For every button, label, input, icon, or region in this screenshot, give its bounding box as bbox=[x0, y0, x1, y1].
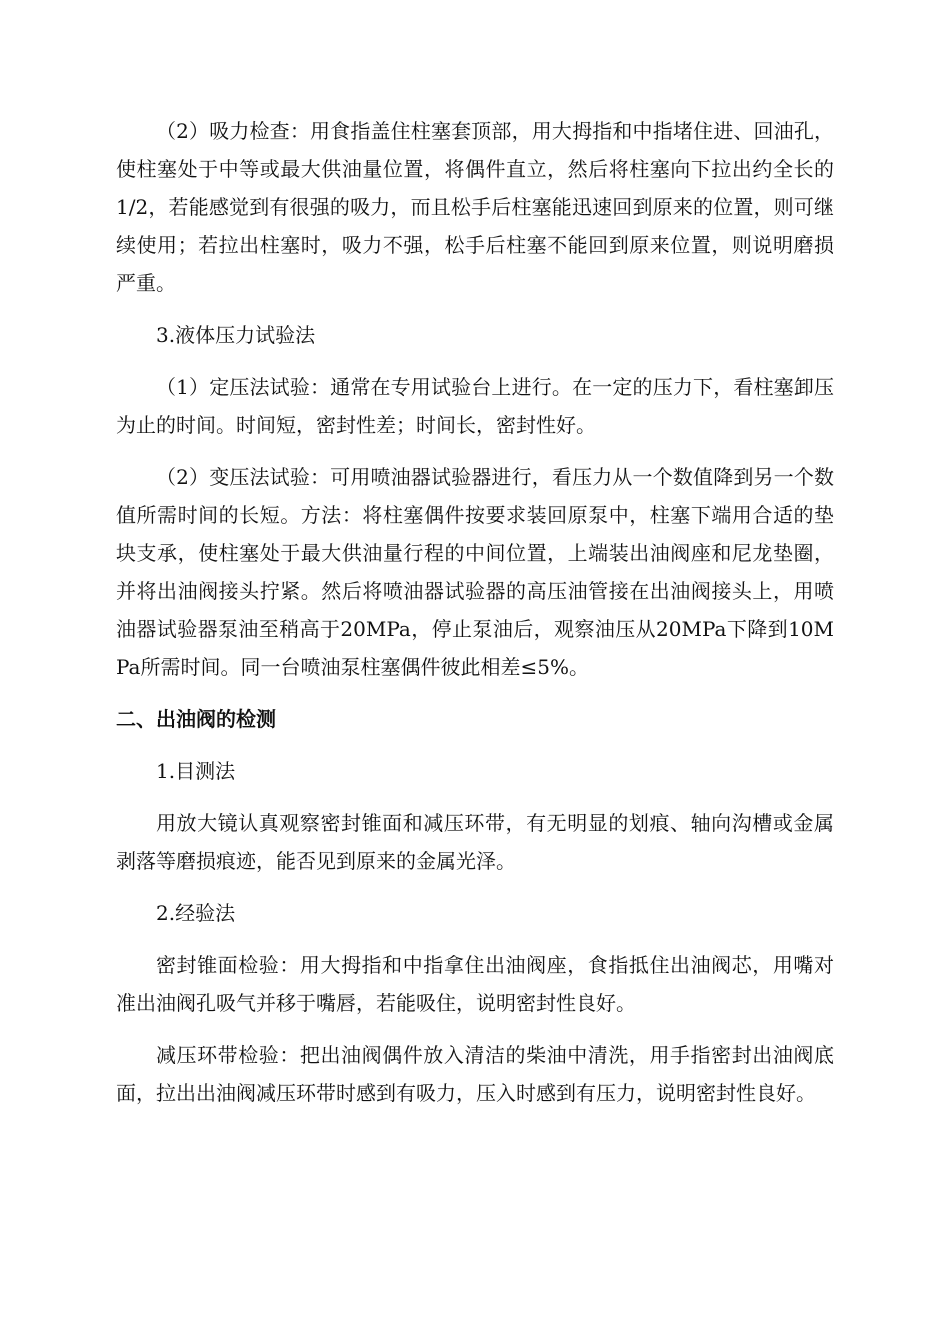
paragraph-seal-cone-test: 密封锥面检验：用大拇指和中指拿住出油阀座，食指抵住出油阀芯，用嘴对准出油阀孔吸气并移于嘴唇，若能吸住，说明密封性良好。 bbox=[116, 953, 834, 1015]
paragraph-suction-check: （2）吸力检查：用食指盖住柱塞套顶部，用大拇指和中指堵住进、回油孔，使柱塞处于中等或最大供油量位置，将偶件直立，然后将柱塞向下拉出约全长的1/2，若能感觉到有很强的吸力，而且松手后柱塞能迅速回到原来的位置，则可继续使用；若拉出柱塞时，吸力不强，松手后柱塞不能回到原来位置，则说明磨损严重。 bbox=[116, 119, 834, 295]
paragraph-visual-inspection: 用放大镜认真观察密封锥面和减压环带，有无明显的划痕、轴向沟槽或金属剥落等磨损痕迹，能否见到原来的金属光泽。 bbox=[116, 811, 834, 873]
subheading-liquid-pressure-test: 3.液体压力试验法 bbox=[156, 323, 316, 347]
subheading-experience-method: 2.经验法 bbox=[156, 901, 236, 925]
paragraph-constant-pressure-test: （1）定压法试验：通常在专用试验台上进行。在一定的压力下，看柱塞卸压为止的时间。时间短，密封性差；时间长，密封性好。 bbox=[116, 375, 834, 437]
paragraph-variable-pressure-test: （2）变压法试验：可用喷油器试验器进行，看压力从一个数值降到另一个数值所需时间的长短。方法：将柱塞偶件按要求装回原泵中，柱塞下端用合适的垫块支承，使柱塞处于最大供油量行程的中间位置，上端装出油阀座和尼龙垫圈，并将出油阀接头拧紧。然后将喷油器试验器的高压油管接在出油阀接头上，用喷油器试验器泵油至稍高于20MPa，停止泵油后，观察油压从20MPa下降到10MPa所需时间。同一台喷油泵柱塞偶件彼此相差≤5%。 bbox=[116, 465, 834, 679]
paragraph-relief-band-test: 减压环带检验：把出油阀偶件放入清洁的柴油中清洗，用手指密封出油阀底面，拉出出油阀减压环带时感到有吸力，压入时感到有压力，说明密封性良好。 bbox=[116, 1043, 834, 1105]
document-body bbox=[116, 112, 834, 1126]
subheading-visual-method: 1.目测法 bbox=[156, 759, 236, 783]
section-heading-delivery-valve: 二、出油阀的检测 bbox=[116, 707, 276, 731]
